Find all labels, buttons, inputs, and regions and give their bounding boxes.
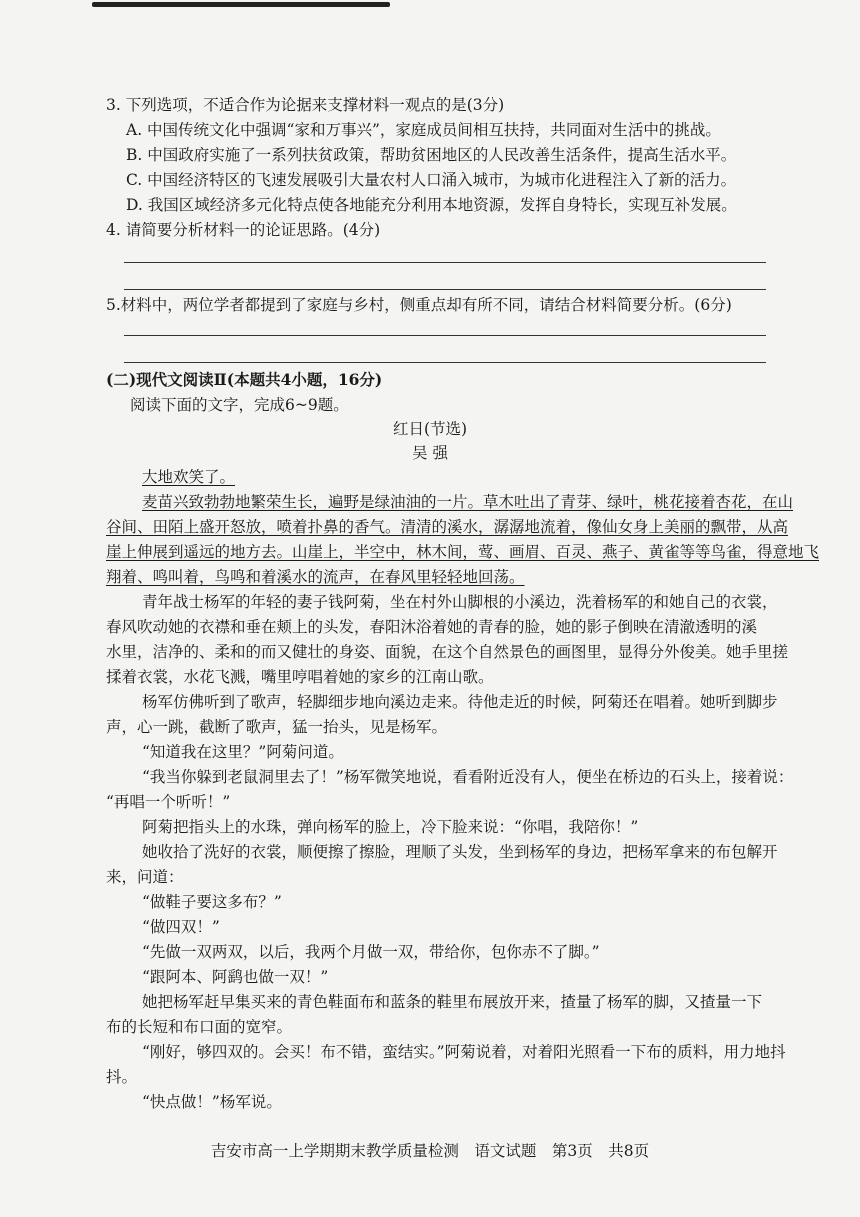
passage-line: 揉着衣裳，水花飞溅，嘴里哼唱着她的家乡的江南山歌。 bbox=[106, 668, 494, 686]
passage-line: 抖。 bbox=[106, 1068, 138, 1086]
q4-answer-line-1 bbox=[124, 262, 766, 263]
passage-line: 阿菊把指头上的水珠，弹向杨军的脸上，冷下脸来说：“你唱，我陪你！” bbox=[142, 818, 639, 836]
passage-line: “先做一双两双，以后，我两个月做一双，带给你，包你赤不了脚。” bbox=[142, 943, 600, 961]
passage-line: 布的长短和布口面的宽窄。 bbox=[106, 1018, 293, 1036]
q3-option-c: C. 中国经济特区的飞速发展吸引大量农村人口涌入城市，为城市化进程注入了新的活力。 bbox=[126, 171, 737, 189]
passage-line: “我当你躲到老鼠洞里去了！”杨军微笑地说，看看附近没有人，便坐在桥边的石头上，接着说： bbox=[142, 768, 794, 786]
passage-line: 水里，洁净的、柔和的而又健壮的身姿、面貌，在这个自然景色的画图里，显得分外俊美。她手里搓 bbox=[106, 643, 789, 661]
passage-line: 翔着、鸣叫着，鸟鸣和着溪水的流声，在春风里轻轻地回荡。 bbox=[106, 568, 525, 586]
passage-line: 她把杨军赶早集买来的青色鞋面布和蓝条的鞋里布展放开来，揸量了杨军的脚，又揸量一下 bbox=[142, 993, 763, 1011]
passage-line: “再唱一个听听！” bbox=[106, 793, 231, 811]
section-heading: (二)现代文阅读Ⅱ(本题共4小题，16分) bbox=[106, 370, 383, 389]
passage-line: “快点做！”杨军说。 bbox=[142, 1093, 282, 1111]
passage-author: 吴 强 bbox=[412, 444, 448, 462]
q5-answer-line-1 bbox=[124, 335, 766, 336]
q3-option-d: D. 我国区域经济多元化特点使各地能充分利用本地资源，发挥自身特长，实现互补发展。 bbox=[126, 196, 737, 214]
q5-answer-line-2 bbox=[124, 362, 766, 363]
passage-line: 青年战士杨军的年轻的妻子钱阿菊，坐在村外山脚根的小溪边，洗着杨军的和她自己的衣裳， bbox=[142, 593, 778, 611]
passage-line: 春风吹动她的衣襟和垂在颊上的头发，春阳沐浴着她的青春的脸，她的影子倒映在清澈透明的溪 bbox=[106, 618, 758, 636]
passage-line: “做鞋子要这多布？” bbox=[142, 893, 282, 911]
section-instruction: 阅读下面的文字，完成6~9题。 bbox=[130, 396, 349, 414]
q3-stem: 3. 下列选项，不适合作为论据来支撑材料一观点的是(3分) bbox=[106, 96, 505, 114]
passage-line: “刚好，够四双的。会买！布不错，蛮结实。”阿菊说着，对着阳光照看一下布的质料，用力地抖 bbox=[142, 1043, 786, 1061]
passage-line: “做四双！” bbox=[142, 918, 220, 936]
passage-line: 她收拾了洗好的衣裳，顺便擦了擦脸，理顺了头发，坐到杨军的身边，把杨军拿来的布包解开 bbox=[142, 843, 778, 861]
q4-stem: 4. 请简要分析材料一的论证思路。(4分) bbox=[106, 221, 381, 239]
passage-title: 红日(节选) bbox=[392, 420, 468, 438]
q4-answer-line-2 bbox=[124, 289, 766, 290]
passage-line: “知道我在这里？”阿菊问道。 bbox=[142, 743, 344, 761]
passage-line: 麦苗兴致勃勃地繁荣生长，遍野是绿油油的一片。草木吐出了青芽、绿叶，桃花接着杏花，在山 bbox=[142, 493, 794, 511]
q5-stem: 5.材料中，两位学者都提到了家庭与乡村，侧重点却有所不同，请结合材料简要分析。(6分) bbox=[106, 296, 732, 314]
passage-line: 杨军仿佛听到了歌声，轻脚细步地向溪边走来。待他走近的时候，阿菊还在唱着。她听到脚步 bbox=[142, 693, 778, 711]
passage-line: 大地欢笑了。 bbox=[142, 468, 236, 486]
q3-option-b: B. 中国政府实施了一系列扶贫政策，帮助贫困地区的人民改善生活条件，提高生活水平。 bbox=[126, 146, 737, 164]
page-footer: 吉安市高一上学期期末教学质量检测 语文试题 第3页 共8页 bbox=[210, 1142, 650, 1160]
passage-line: “跟阿本、阿鹞也做一双！” bbox=[142, 968, 329, 986]
passage-line: 来，问道： bbox=[106, 868, 184, 886]
passage-line: 声，心一跳，截断了歌声，猛一抬头，见是杨军。 bbox=[106, 718, 448, 736]
passage-line: 谷间、田陌上盛开怒放，喷着扑鼻的香气。清清的溪水，潺潺地流着，像仙女身上美丽的飘带，从高 bbox=[106, 518, 789, 536]
q3-option-a: A. 中国传统文化中强调“家和万事兴”，家庭成员间相互扶持，共同面对生活中的挑战。 bbox=[126, 121, 721, 139]
top-rule bbox=[92, 2, 390, 7]
passage-line: 崖上伸展到遥远的地方去。山崖上，半空中，林木间，莺、画眉、百灵、燕子、黄雀等等鸟雀，得意地飞 bbox=[106, 543, 820, 561]
